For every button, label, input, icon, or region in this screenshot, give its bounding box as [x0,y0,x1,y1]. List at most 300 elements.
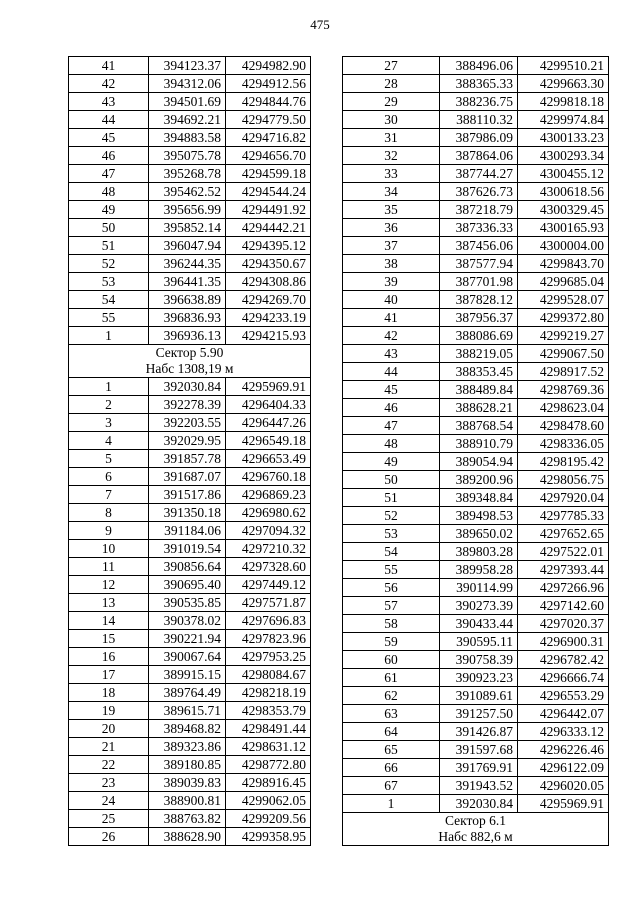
point-number: 42 [69,75,149,93]
y-coordinate: 4299528.07 [518,291,609,309]
point-number: 7 [69,486,149,504]
table-row [69,273,311,291]
table-row [343,507,609,525]
y-coordinate: 4300133.23 [518,129,609,147]
point-number: 31 [343,129,440,147]
table-row [69,57,311,75]
y-coordinate: 4298218.19 [226,684,311,702]
point-number: 50 [69,219,149,237]
y-coordinate: 4297571.87 [226,594,311,612]
table-row [69,558,311,576]
y-coordinate: 4299843.70 [518,255,609,273]
x-coordinate: 392030.84 [149,378,226,396]
point-number: 11 [69,558,149,576]
table-row [69,792,311,810]
y-coordinate: 4299818.18 [518,93,609,111]
table-row [69,219,311,237]
point-number: 8 [69,504,149,522]
y-coordinate: 4297696.83 [226,612,311,630]
point-number: 46 [343,399,440,417]
y-coordinate: 4299510.21 [518,57,609,75]
point-number: 65 [343,741,440,759]
y-coordinate: 4297094.32 [226,522,311,540]
point-number: 57 [343,597,440,615]
point-number: 1 [343,795,440,813]
table-row [343,741,609,759]
x-coordinate: 388110.32 [440,111,518,129]
point-number: 29 [343,93,440,111]
table-row [69,702,311,720]
point-number: 30 [343,111,440,129]
x-coordinate: 394312.06 [149,75,226,93]
table-row [343,615,609,633]
y-coordinate: 4294215.93 [226,327,311,345]
table-row [69,111,311,129]
point-number: 5 [69,450,149,468]
x-coordinate: 395656.99 [149,201,226,219]
x-coordinate: 388236.75 [440,93,518,111]
point-number: 10 [69,540,149,558]
sector-header [69,345,311,378]
point-number: 27 [343,57,440,75]
table-row [343,543,609,561]
x-coordinate: 392203.55 [149,414,226,432]
point-number: 42 [343,327,440,345]
point-number: 6 [69,468,149,486]
y-coordinate: 4299209.56 [226,810,311,828]
point-number: 1 [69,327,149,345]
point-number: 34 [343,183,440,201]
table-row [69,255,311,273]
y-coordinate: 4297210.32 [226,540,311,558]
table-row [69,774,311,792]
table-row [343,165,609,183]
sector-area: Набс 882,6 м [438,829,513,844]
y-coordinate: 4299372.80 [518,309,609,327]
x-coordinate: 390067.64 [149,648,226,666]
x-coordinate: 392029.95 [149,432,226,450]
point-number: 20 [69,720,149,738]
y-coordinate: 4297142.60 [518,597,609,615]
table-row [69,129,311,147]
y-coordinate: 4300165.93 [518,219,609,237]
table-row [69,522,311,540]
point-number: 67 [343,777,440,795]
y-coordinate: 4295969.91 [226,378,311,396]
table-row [343,669,609,687]
table-row [69,396,311,414]
y-coordinate: 4298769.36 [518,381,609,399]
point-number: 15 [69,630,149,648]
x-coordinate: 391943.52 [440,777,518,795]
x-coordinate: 387828.12 [440,291,518,309]
table-row [69,630,311,648]
x-coordinate: 389615.71 [149,702,226,720]
point-number: 55 [69,309,149,327]
point-number: 41 [69,57,149,75]
table-row [343,381,609,399]
table-row [69,756,311,774]
table-row [69,75,311,93]
y-coordinate: 4296447.26 [226,414,311,432]
x-coordinate: 387626.73 [440,183,518,201]
point-number: 59 [343,633,440,651]
x-coordinate: 387986.09 [440,129,518,147]
point-number: 23 [69,774,149,792]
y-coordinate: 4294442.21 [226,219,311,237]
x-coordinate: 389180.85 [149,756,226,774]
x-coordinate: 394123.37 [149,57,226,75]
y-coordinate: 4296404.33 [226,396,311,414]
left-coordinates-table [68,56,311,846]
y-coordinate: 4299974.84 [518,111,609,129]
sector-title: Сектор 5.90 [155,345,224,360]
table-row [69,504,311,522]
y-coordinate: 4296782.42 [518,651,609,669]
x-coordinate: 388763.82 [149,810,226,828]
x-coordinate: 387744.27 [440,165,518,183]
x-coordinate: 390535.85 [149,594,226,612]
x-coordinate: 396638.89 [149,291,226,309]
point-number: 21 [69,738,149,756]
y-coordinate: 4294395.12 [226,237,311,255]
x-coordinate: 388900.81 [149,792,226,810]
x-coordinate: 391350.18 [149,504,226,522]
y-coordinate: 4299067.50 [518,345,609,363]
table-row [343,201,609,219]
y-coordinate: 4296869.23 [226,486,311,504]
point-number: 33 [343,165,440,183]
x-coordinate: 389039.83 [149,774,226,792]
table-row [69,147,311,165]
point-number: 58 [343,615,440,633]
point-number: 51 [343,489,440,507]
x-coordinate: 387956.37 [440,309,518,327]
table-row [69,468,311,486]
x-coordinate: 395462.52 [149,183,226,201]
y-coordinate: 4294544.24 [226,183,311,201]
point-number: 22 [69,756,149,774]
x-coordinate: 388496.06 [440,57,518,75]
y-coordinate: 4296333.12 [518,723,609,741]
point-number: 12 [69,576,149,594]
y-coordinate: 4300455.12 [518,165,609,183]
point-number: 44 [69,111,149,129]
x-coordinate: 391089.61 [440,687,518,705]
y-coordinate: 4298631.12 [226,738,311,756]
y-coordinate: 4296553.29 [518,687,609,705]
table-row [343,525,609,543]
point-number: 26 [69,828,149,846]
y-coordinate: 4300618.56 [518,183,609,201]
table-row [69,720,311,738]
x-coordinate: 389650.02 [440,525,518,543]
table-row [69,414,311,432]
y-coordinate: 4294779.50 [226,111,311,129]
x-coordinate: 390378.02 [149,612,226,630]
table-row [343,399,609,417]
y-coordinate: 4297652.65 [518,525,609,543]
x-coordinate: 389348.84 [440,489,518,507]
table-row [69,165,311,183]
x-coordinate: 389498.53 [440,507,518,525]
table-row [69,93,311,111]
table-row [343,705,609,723]
point-number: 60 [343,651,440,669]
table-row [343,57,609,75]
y-coordinate: 4296226.46 [518,741,609,759]
point-number: 63 [343,705,440,723]
x-coordinate: 389803.28 [440,543,518,561]
point-number: 25 [69,810,149,828]
sector-area: Набс 1308,19 м [145,361,234,376]
y-coordinate: 4299685.04 [518,273,609,291]
table-row [343,453,609,471]
x-coordinate: 388365.33 [440,75,518,93]
y-coordinate: 4294308.86 [226,273,311,291]
point-number: 52 [343,507,440,525]
y-coordinate: 4300329.45 [518,201,609,219]
x-coordinate: 390758.39 [440,651,518,669]
table-row [343,309,609,327]
point-number: 56 [343,579,440,597]
x-coordinate: 395852.14 [149,219,226,237]
sector-title: Сектор 6.1 [444,813,506,828]
table-row [69,684,311,702]
point-number: 4 [69,432,149,450]
x-coordinate: 391517.86 [149,486,226,504]
table-row [343,111,609,129]
y-coordinate: 4297449.12 [226,576,311,594]
y-coordinate: 4298917.52 [518,363,609,381]
x-coordinate: 389200.96 [440,471,518,489]
table-row [69,450,311,468]
x-coordinate: 395268.78 [149,165,226,183]
y-coordinate: 4294491.92 [226,201,311,219]
point-number: 45 [69,129,149,147]
table-row [343,777,609,795]
y-coordinate: 4297393.44 [518,561,609,579]
y-coordinate: 4294233.19 [226,309,311,327]
table-row [343,237,609,255]
table-row [69,576,311,594]
point-number: 24 [69,792,149,810]
table-row [343,579,609,597]
point-number: 13 [69,594,149,612]
y-coordinate: 4296653.49 [226,450,311,468]
table-row [69,432,311,450]
table-row [69,648,311,666]
table-row [343,795,609,813]
point-number: 54 [343,543,440,561]
table-row [343,363,609,381]
y-coordinate: 4296442.07 [518,705,609,723]
x-coordinate: 388489.84 [440,381,518,399]
point-number: 61 [343,669,440,687]
table-row [69,612,311,630]
x-coordinate: 390595.11 [440,633,518,651]
y-coordinate: 4298084.67 [226,666,311,684]
x-coordinate: 391857.78 [149,450,226,468]
point-number: 19 [69,702,149,720]
y-coordinate: 4294844.76 [226,93,311,111]
sector-header [343,813,609,846]
x-coordinate: 388219.05 [440,345,518,363]
table-row [343,561,609,579]
table-row [343,471,609,489]
x-coordinate: 389764.49 [149,684,226,702]
y-coordinate: 4294656.70 [226,147,311,165]
table-row [69,327,311,345]
x-coordinate: 387701.98 [440,273,518,291]
table-row [69,540,311,558]
x-coordinate: 390273.39 [440,597,518,615]
y-coordinate: 4294350.67 [226,255,311,273]
point-number: 47 [343,417,440,435]
table-row [343,651,609,669]
point-number: 64 [343,723,440,741]
right-coordinates-table [342,56,609,846]
table-row [69,810,311,828]
table-row [343,255,609,273]
y-coordinate: 4299358.95 [226,828,311,846]
table-row [343,183,609,201]
y-coordinate: 4298056.75 [518,471,609,489]
y-coordinate: 4296020.05 [518,777,609,795]
x-coordinate: 387864.06 [440,147,518,165]
point-number: 35 [343,201,440,219]
y-coordinate: 4300004.00 [518,237,609,255]
point-number: 53 [343,525,440,543]
y-coordinate: 4298916.45 [226,774,311,792]
y-coordinate: 4294982.90 [226,57,311,75]
x-coordinate: 395075.78 [149,147,226,165]
point-number: 47 [69,165,149,183]
y-coordinate: 4299062.05 [226,792,311,810]
x-coordinate: 388628.21 [440,399,518,417]
y-coordinate: 4298336.05 [518,435,609,453]
page-number: 475 [310,17,330,32]
y-coordinate: 4296980.62 [226,504,311,522]
point-number: 50 [343,471,440,489]
point-number: 37 [343,237,440,255]
x-coordinate: 387218.79 [440,201,518,219]
table-row [343,219,609,237]
x-coordinate: 389468.82 [149,720,226,738]
x-coordinate: 396441.35 [149,273,226,291]
y-coordinate: 4297266.96 [518,579,609,597]
table-row [343,273,609,291]
y-coordinate: 4294269.70 [226,291,311,309]
x-coordinate: 391257.50 [440,705,518,723]
y-coordinate: 4296900.31 [518,633,609,651]
x-coordinate: 394883.58 [149,129,226,147]
x-coordinate: 396936.13 [149,327,226,345]
point-number: 48 [69,183,149,201]
point-number: 1 [69,378,149,396]
y-coordinate: 4298491.44 [226,720,311,738]
y-coordinate: 4298195.42 [518,453,609,471]
table-row [69,378,311,396]
table-row [69,291,311,309]
table-row [343,489,609,507]
point-number: 32 [343,147,440,165]
point-number: 38 [343,255,440,273]
x-coordinate: 394692.21 [149,111,226,129]
y-coordinate: 4296760.18 [226,468,311,486]
table-row [69,486,311,504]
table-row [343,759,609,777]
table-row [343,597,609,615]
point-number: 66 [343,759,440,777]
point-number: 51 [69,237,149,255]
point-number: 46 [69,147,149,165]
point-number: 43 [343,345,440,363]
table-row [343,687,609,705]
x-coordinate: 387456.06 [440,237,518,255]
x-coordinate: 390923.23 [440,669,518,687]
point-number: 52 [69,255,149,273]
point-number: 43 [69,93,149,111]
table-row [343,291,609,309]
point-number: 16 [69,648,149,666]
table-row [343,93,609,111]
x-coordinate: 391019.54 [149,540,226,558]
x-coordinate: 392278.39 [149,396,226,414]
x-coordinate: 394501.69 [149,93,226,111]
y-coordinate: 4297522.01 [518,543,609,561]
point-number: 14 [69,612,149,630]
y-coordinate: 4294912.56 [226,75,311,93]
y-coordinate: 4296549.18 [226,432,311,450]
y-coordinate: 4298353.79 [226,702,311,720]
x-coordinate: 388353.45 [440,363,518,381]
x-coordinate: 396047.94 [149,237,226,255]
x-coordinate: 396836.93 [149,309,226,327]
table-row [69,666,311,684]
table-row [69,183,311,201]
x-coordinate: 391184.06 [149,522,226,540]
point-number: 55 [343,561,440,579]
table-row [343,147,609,165]
x-coordinate: 389958.28 [440,561,518,579]
point-number: 3 [69,414,149,432]
x-coordinate: 388086.69 [440,327,518,345]
point-number: 28 [343,75,440,93]
table-row [69,201,311,219]
y-coordinate: 4296122.09 [518,759,609,777]
x-coordinate: 396244.35 [149,255,226,273]
x-coordinate: 390856.64 [149,558,226,576]
x-coordinate: 388628.90 [149,828,226,846]
point-number: 2 [69,396,149,414]
table-row [343,723,609,741]
y-coordinate: 4297785.33 [518,507,609,525]
y-coordinate: 4297328.60 [226,558,311,576]
x-coordinate: 391769.91 [440,759,518,777]
table-row [69,828,311,846]
x-coordinate: 391687.07 [149,468,226,486]
point-number: 9 [69,522,149,540]
x-coordinate: 390433.44 [440,615,518,633]
table-row [343,75,609,93]
table-row [343,327,609,345]
x-coordinate: 388768.54 [440,417,518,435]
y-coordinate: 4294599.18 [226,165,311,183]
point-number: 36 [343,219,440,237]
point-number: 41 [343,309,440,327]
x-coordinate: 387577.94 [440,255,518,273]
